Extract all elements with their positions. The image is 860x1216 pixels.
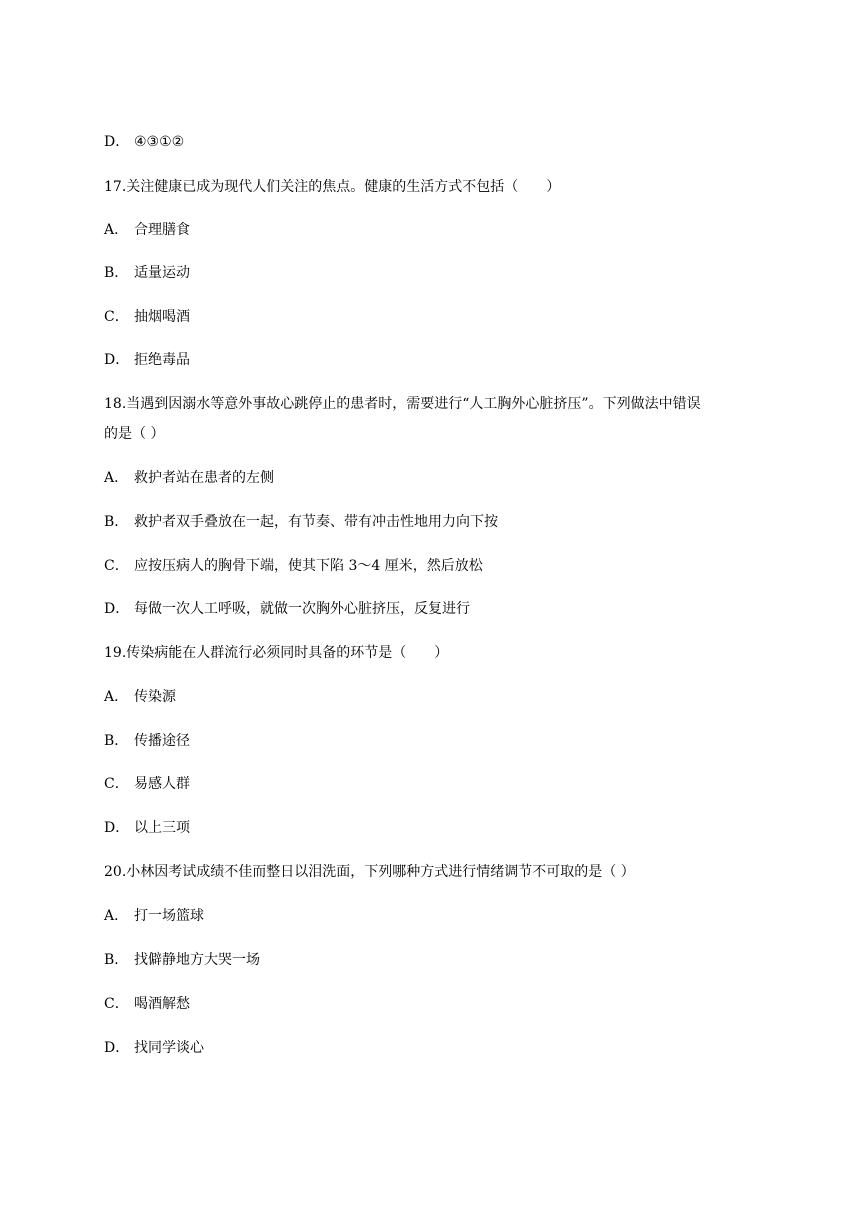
option-text: 找同学谈心 [134,1040,204,1056]
option-text: 传染源 [134,689,176,705]
q18-option-a [104,468,274,488]
option-letter: D． [104,601,130,617]
q18-option-c [104,556,483,576]
q17-option-d [104,350,190,370]
option-letter: A． [104,222,129,238]
option-letter: D． [104,134,130,150]
q17-option-c [104,307,190,327]
q19-stem: 19.传染病能在人群流行必须同时具备的环节是（ ） [104,645,449,661]
option-text: 救护者站在患者的左侧 [134,470,274,486]
q18-option-d [104,599,470,619]
q20-option-a [104,906,204,926]
q18-option-b [104,512,498,532]
option-text: 救护者双手叠放在一起，有节奏、带有冲击性地用力向下按 [134,514,498,530]
option-letter: D． [104,820,130,836]
option-text: 适量运动 [134,265,190,281]
q20-option-c [104,994,190,1014]
option-letter: A． [104,470,129,486]
q18-stem-line1: 18.当遇到因溺水等意外事故心跳停止的患者时，需要进行“人工胸外心脏挤压”。下列做法中错误 [104,396,701,412]
option-letter: C． [104,558,129,574]
q20-option-d [104,1038,204,1058]
option-letter: A． [104,908,129,924]
q19-option-b [104,731,190,751]
q16-option-d [104,132,184,152]
q20-option-b [104,950,260,970]
option-text: 易感人群 [134,776,190,792]
option-letter: C． [104,309,129,325]
option-letter: B． [104,952,129,968]
q19-option-c [104,774,190,794]
option-text: 以上三项 [134,820,190,836]
option-letter: C． [104,776,129,792]
option-text: 抽烟喝酒 [134,309,190,325]
q19-option-d [104,818,190,838]
q17-option-a [104,220,190,240]
q17-option-b [104,263,190,283]
option-letter: D． [104,1040,130,1056]
option-letter: D． [104,352,130,368]
option-letter: B． [104,733,129,749]
option-text: 合理膳食 [134,222,190,238]
option-text: 喝酒解愁 [134,996,190,1012]
q18-stem-line2: 的是（ ） [104,426,165,442]
option-letter: C． [104,996,129,1012]
option-text: ④③①② [134,134,185,150]
option-text: 找僻静地方大哭一场 [134,952,260,968]
option-text: 打一场篮球 [134,908,204,924]
q17-stem: 17.关注健康已成为现代人们关注的焦点。健康的生活方式不包括（ ） [104,179,561,195]
option-text: 每做一次人工呼吸，就做一次胸外心脏挤压，反复进行 [134,601,470,617]
option-text: 传播途径 [134,733,190,749]
option-text: 应按压病人的胸骨下端，使其下陷 3～4 厘米，然后放松 [134,558,483,574]
q20-stem: 20.小林因考试成绩不佳而整日以泪洗面，下列哪种方式进行情绪调节不可取的是（ ） [104,864,635,880]
q19-option-a [104,687,176,707]
option-letter: B． [104,514,129,530]
option-letter: A． [104,689,129,705]
option-text: 拒绝毒品 [134,352,190,368]
option-letter: B． [104,265,129,281]
